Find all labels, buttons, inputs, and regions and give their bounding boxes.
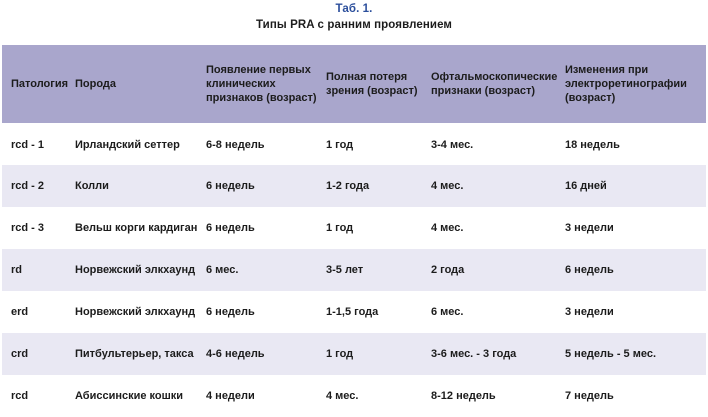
table-row: [2, 375, 706, 417]
cell-breed: Норвежский элкхаунд: [75, 264, 196, 276]
cell-ophthalmoscopic: 3-6 мес. - 3 года: [431, 348, 517, 360]
table-row: [2, 207, 706, 249]
cell-pathology: crd: [11, 348, 29, 360]
table-row: [2, 165, 706, 207]
cell-first-signs: 4-6 недель: [206, 348, 265, 360]
cell-first-signs: 6-8 недель: [206, 139, 265, 151]
cell-erg-changes: 16 дней: [565, 180, 607, 192]
pra-types-table: [2, 45, 706, 417]
cell-ophthalmoscopic: 4 мес.: [431, 222, 464, 234]
cell-vision-loss: 1 год: [326, 348, 354, 360]
cell-pathology: rcd: [11, 390, 29, 402]
cell-first-signs: 6 недель: [206, 180, 255, 192]
cell-first-signs: 6 мес.: [206, 264, 239, 276]
cell-pathology: erd: [11, 306, 29, 318]
table-number: Таб. 1.: [335, 3, 373, 15]
cell-ophthalmoscopic: 4 мес.: [431, 180, 464, 192]
cell-ophthalmoscopic: 3-4 мес.: [431, 139, 474, 151]
header-breed: Порода: [75, 78, 117, 90]
table-title: Типы PRA с ранним проявлением: [255, 19, 453, 31]
cell-breed: Ирландский сеттер: [75, 139, 180, 151]
table-row: [2, 123, 706, 165]
cell-ophthalmoscopic: 2 года: [431, 264, 465, 276]
cell-breed: Абиссинские кошки: [75, 390, 184, 402]
cell-breed: Норвежский элкхаунд: [75, 306, 196, 318]
header-first-signs: Появление первых клинических признаков (возраст): [206, 64, 317, 104]
cell-vision-loss: 3-5 лет: [326, 264, 364, 276]
cell-erg-changes: 18 недель: [565, 139, 620, 151]
cell-vision-loss: 1 год: [326, 222, 354, 234]
header-vision-loss: Полная потеря зрения (возраст): [326, 71, 418, 97]
cell-ophthalmoscopic: 6 мес.: [431, 306, 464, 318]
cell-erg-changes: 3 недели: [565, 306, 614, 318]
cell-vision-loss: 4 мес.: [326, 390, 359, 402]
cell-breed: Питбультерьер, такса: [75, 348, 194, 360]
cell-first-signs: 6 недель: [206, 222, 255, 234]
table-header-row: [2, 45, 706, 123]
cell-vision-loss: 1-2 года: [326, 180, 370, 192]
cell-first-signs: 4 недели: [206, 390, 255, 402]
cell-vision-loss: 1-1,5 года: [326, 306, 379, 318]
cell-first-signs: 6 недель: [206, 306, 255, 318]
cell-pathology: rcd - 2: [11, 180, 45, 192]
header-erg-changes: Изменения при электроретинографии (возраст): [565, 64, 687, 104]
cell-erg-changes: 7 недель: [565, 390, 614, 402]
cell-erg-changes: 6 недель: [565, 264, 614, 276]
cell-ophthalmoscopic: 8-12 недель: [431, 390, 496, 402]
cell-erg-changes: 3 недели: [565, 222, 614, 234]
cell-vision-loss: 1 год: [326, 139, 354, 151]
cell-breed: Колли: [75, 180, 109, 192]
table-row: [2, 291, 706, 333]
cell-pathology: rd: [11, 264, 22, 276]
cell-pathology: rcd - 1: [11, 139, 45, 151]
table-row: [2, 249, 706, 291]
cell-pathology: rcd - 3: [11, 222, 45, 234]
header-ophthalmoscopic: Офтальмоскопические признаки (возраст): [431, 71, 558, 97]
header-pathology: Патология: [11, 78, 69, 90]
table-row: [2, 333, 706, 375]
cell-erg-changes: 5 недель - 5 мес.: [565, 348, 657, 360]
cell-breed: Вельш корги кардиган: [75, 222, 198, 234]
